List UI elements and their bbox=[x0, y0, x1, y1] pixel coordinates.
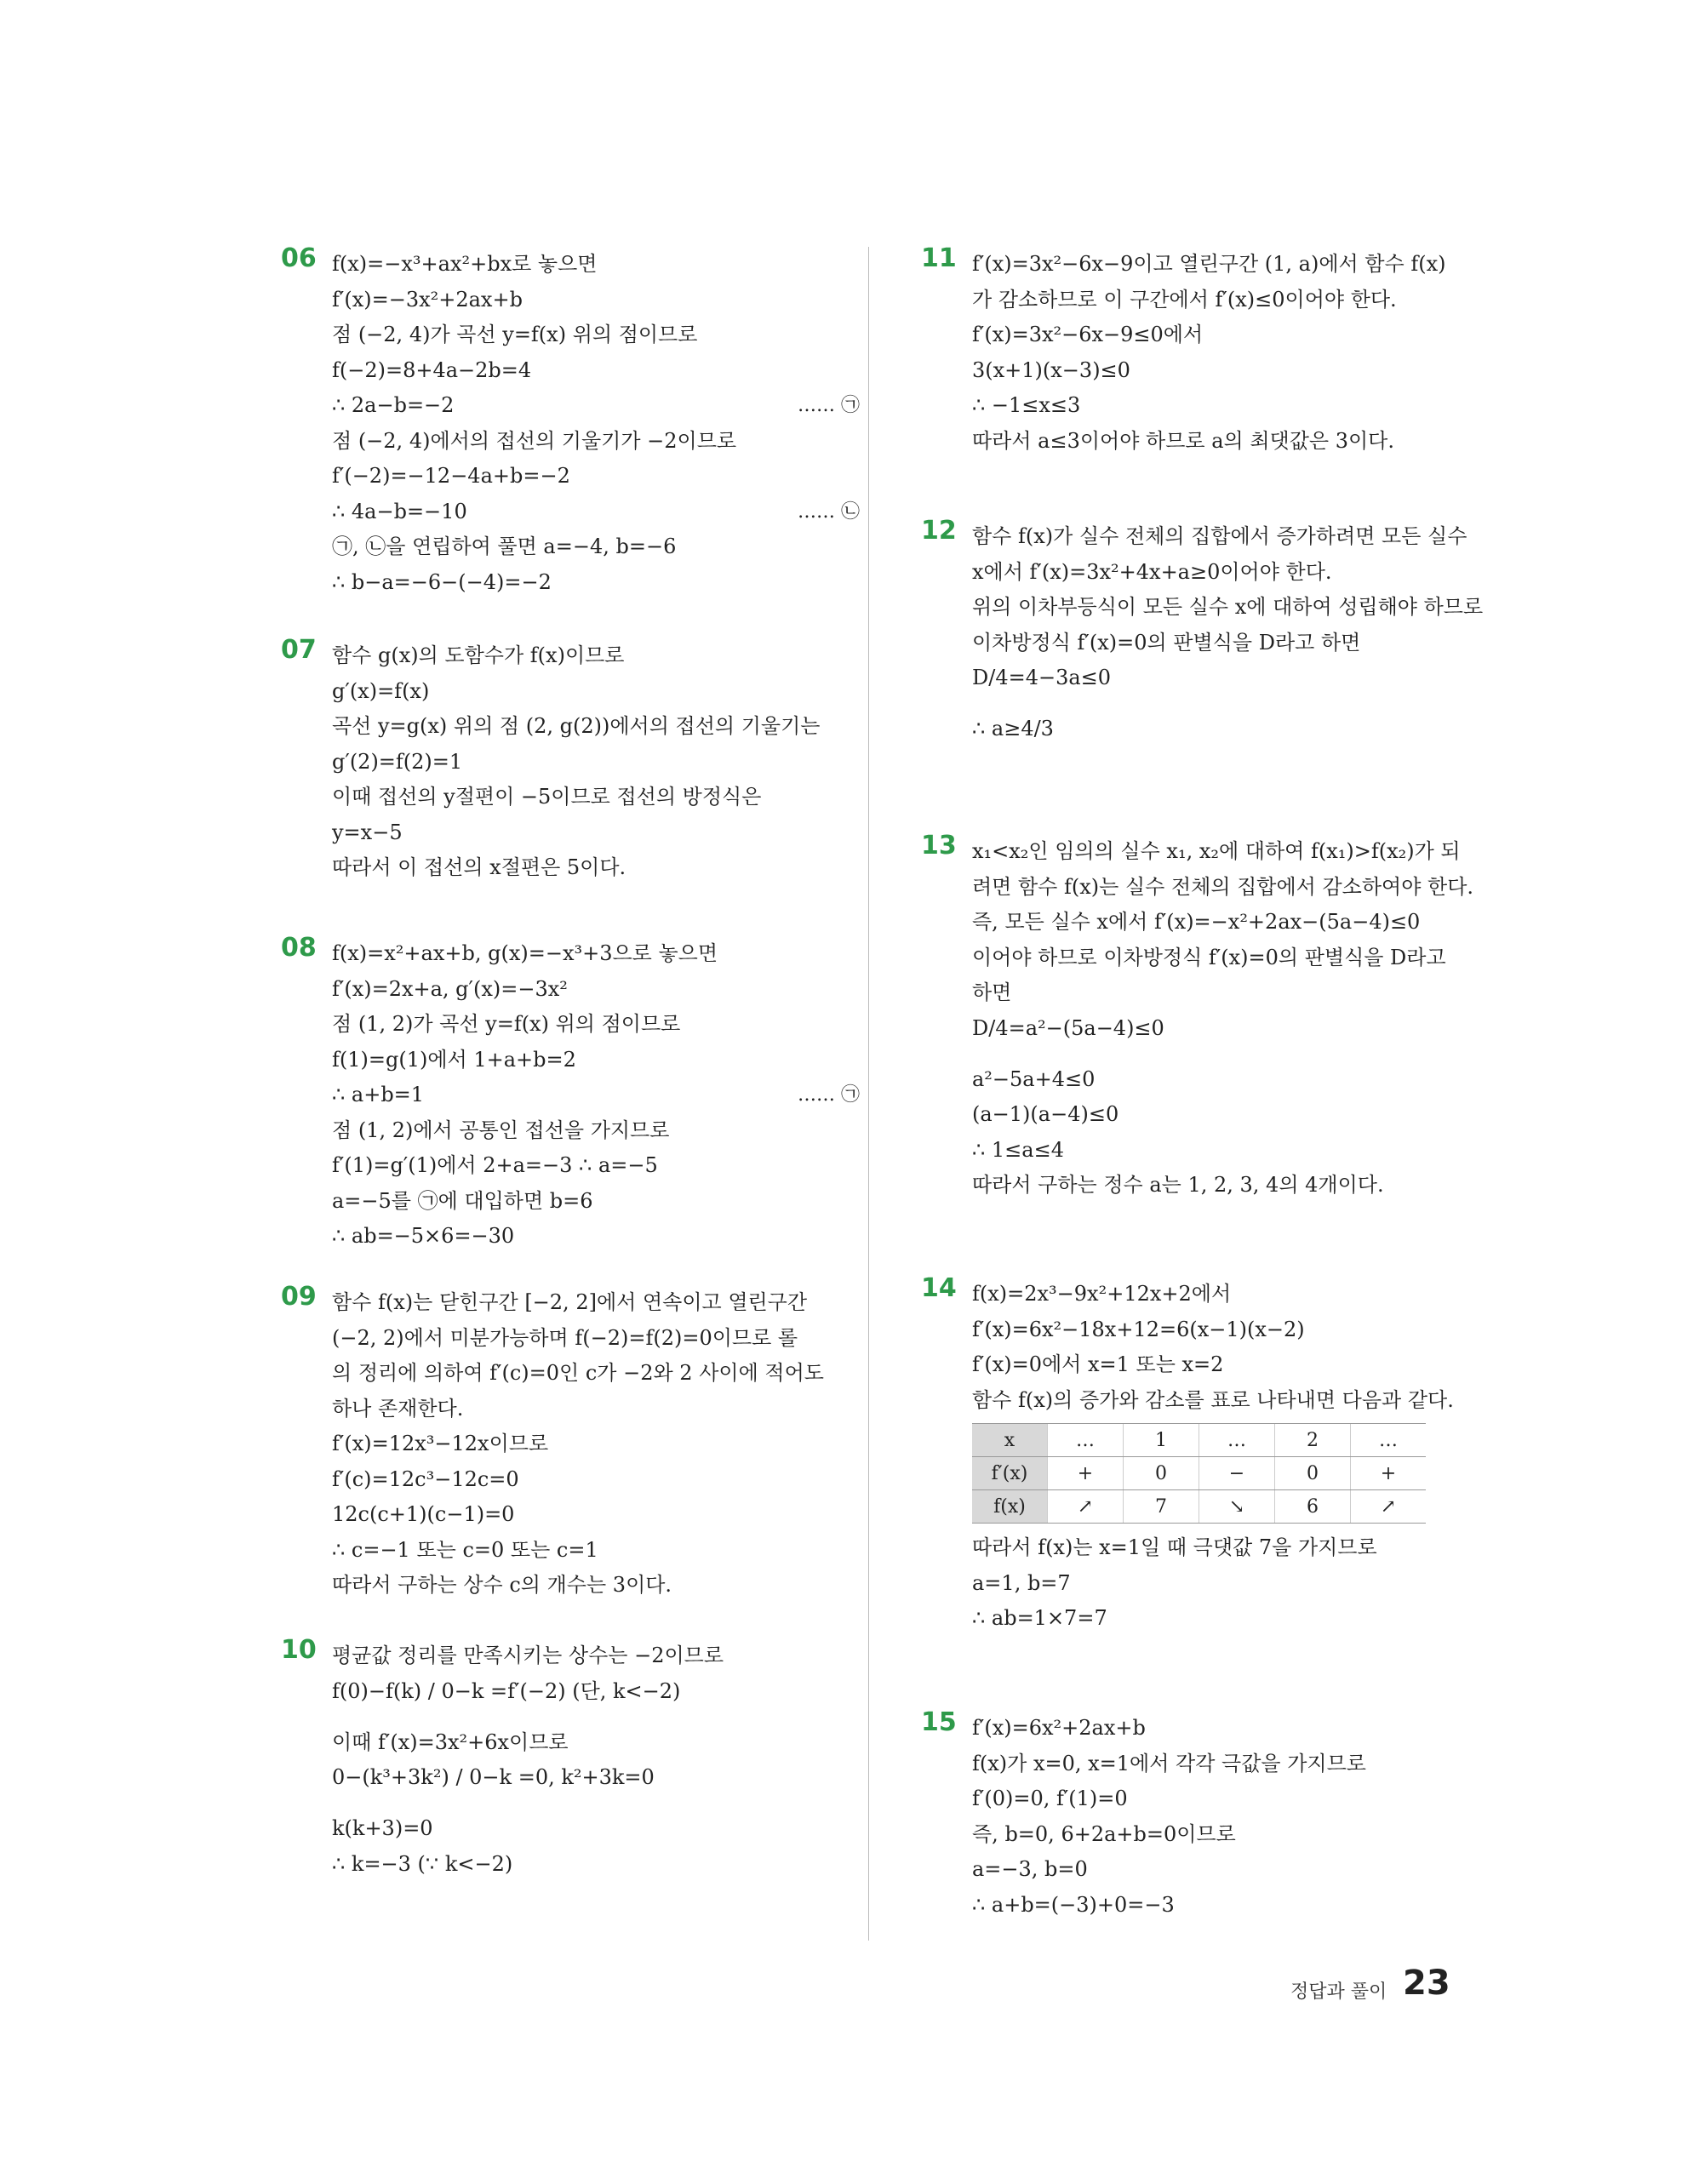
line-text: 이어야 하므로 이차방정식 f′(x)=0의 판별식을 D라고 bbox=[972, 945, 1446, 969]
line-text: g′(2)=f(2)=1 bbox=[332, 749, 463, 774]
solution-line bbox=[332, 1356, 860, 1392]
line-text: 평균값 정리를 만족시키는 상수는 −2이므로 bbox=[332, 1644, 724, 1667]
solution-line bbox=[332, 459, 860, 495]
solution-line bbox=[332, 1760, 860, 1811]
solution-line bbox=[972, 317, 1500, 353]
solution-line bbox=[332, 1533, 860, 1569]
solution-line bbox=[332, 1285, 860, 1321]
line-text: 12c(c+1)(c−1)=0 bbox=[332, 1502, 515, 1526]
line-text: ∴ c=−1 또는 c=0 또는 c=1 bbox=[332, 1537, 598, 1562]
solution-line bbox=[332, 529, 860, 565]
line-text: ∴ 1≤a≤4 bbox=[972, 1137, 1064, 1162]
solution-line bbox=[332, 388, 860, 424]
line-text: 함수 f(x)가 실수 전체의 집합에서 증가하려면 모든 실수 bbox=[972, 524, 1467, 548]
line-text: 점 (−2, 4)에서의 접선의 기울기가 −2이므로 bbox=[332, 428, 737, 453]
line-text: f′(0)=0, f′(1)=0 bbox=[972, 1787, 1128, 1810]
page-number: 23 bbox=[1403, 1964, 1450, 2003]
line-text: f′(x)=6x²−18x+12=6(x−1)(x−2) bbox=[972, 1317, 1305, 1341]
solution-line bbox=[972, 590, 1500, 626]
solution-line bbox=[972, 1097, 1500, 1133]
line-text: f(x)=x²+ax+b, g(x)=−x³+3으로 놓으면 bbox=[332, 941, 718, 965]
line-text: 점 (1, 2)가 곡선 y=f(x) 위의 점이므로 bbox=[332, 1012, 681, 1036]
footer-label: 정답과 풀이 bbox=[1290, 1981, 1387, 2003]
solution-line bbox=[972, 1277, 1500, 1312]
problem-number: 09 bbox=[281, 1282, 317, 1312]
line-text: 함수 f(x)는 닫힌구간 [−2, 2]에서 연속이고 열린구간 bbox=[332, 1290, 808, 1314]
line-text: f(x)=2x³−9x²+12x+2에서 bbox=[972, 1282, 1232, 1306]
problem-number: 12 bbox=[921, 516, 957, 546]
line-text: a=−3, b=0 bbox=[972, 1857, 1088, 1881]
solution-lines bbox=[972, 519, 1500, 763]
line-text: 가 감소하므로 이 구간에서 f′(x)≤0이어야 한다. bbox=[972, 287, 1397, 312]
line-text: 즉, 모든 실수 x에서 f′(x)=−x²+2ax−(5a−4)≤0 bbox=[972, 910, 1421, 934]
table-cell: … bbox=[1351, 1424, 1427, 1457]
solution-lines bbox=[972, 247, 1500, 459]
solution-line bbox=[332, 1219, 860, 1255]
line-text: x에서 f′(x)=3x²+4x+a≥0이어야 한다. bbox=[972, 559, 1332, 584]
line-text: 하면 bbox=[972, 981, 1012, 1004]
table-cell: ↗ bbox=[1048, 1490, 1124, 1524]
table-row bbox=[972, 1424, 1426, 1457]
solution-line bbox=[972, 1747, 1500, 1782]
table-cell: 0 bbox=[1124, 1457, 1199, 1490]
line-text: ㉠, ㉡을 연립하여 풀면 a=−4, b=−6 bbox=[332, 535, 677, 558]
solution-line bbox=[972, 555, 1500, 591]
solution-lines bbox=[332, 638, 860, 886]
solution-line bbox=[332, 1043, 860, 1078]
table-cell: ↘ bbox=[1199, 1490, 1275, 1524]
solution-line bbox=[332, 424, 860, 460]
line-text: (−2, 2)에서 미분가능하며 f(−2)=f(2)=0이므로 롤 bbox=[332, 1325, 798, 1350]
line-text: g′(x)=f(x) bbox=[332, 678, 430, 703]
line-text: 함수 f(x)의 증가와 감소를 표로 나타내면 다음과 같다. bbox=[972, 1387, 1454, 1412]
line-text: a=1, b=7 bbox=[972, 1570, 1071, 1595]
line-text: ∴ a+b=1 bbox=[332, 1083, 425, 1106]
solution-line bbox=[972, 1852, 1500, 1888]
line-text: 점 (1, 2)에서 공통인 접선을 가지므로 bbox=[332, 1118, 670, 1142]
solution-lines bbox=[332, 936, 860, 1255]
line-text: ∴ a+b=(−3)+0=−3 bbox=[972, 1892, 1175, 1917]
line-text: y=x−5 bbox=[332, 820, 403, 844]
solution-line bbox=[972, 870, 1500, 906]
line-text: (a−1)(a−4)≤0 bbox=[972, 1102, 1119, 1126]
solution-line bbox=[972, 905, 1500, 940]
line-text: 곡선 y=g(x) 위의 점 (2, g(2))에서의 접선의 기울기는 bbox=[332, 714, 821, 738]
table-cell: 1 bbox=[1124, 1424, 1199, 1457]
solution-line bbox=[332, 1497, 860, 1533]
solution-line bbox=[972, 519, 1500, 555]
line-text: ∴ ab=1×7=7 bbox=[972, 1606, 1107, 1630]
problem-number: 11 bbox=[921, 243, 957, 273]
line-text: ∴ 4a−b=−10 bbox=[332, 499, 467, 523]
line-text: ∴ −1≤x≤3 bbox=[972, 393, 1081, 417]
line-text: 함수 g(x)의 도함수가 f(x)이므로 bbox=[332, 643, 625, 667]
solution-line bbox=[972, 1781, 1500, 1817]
solution-line bbox=[332, 1007, 860, 1043]
solution-line bbox=[332, 745, 860, 780]
solution-line bbox=[972, 712, 1500, 763]
table-cell: 0 bbox=[1275, 1457, 1351, 1490]
table-cell: f(x) bbox=[972, 1490, 1048, 1524]
solution-line bbox=[332, 1638, 860, 1674]
solution-line bbox=[332, 1811, 860, 1847]
line-text: 0−(k³+3k²) / 0−k =0, k²+3k=0 bbox=[332, 1765, 655, 1789]
problem-number: 13 bbox=[921, 831, 957, 860]
line-text: a²−5a+4≤0 bbox=[972, 1066, 1096, 1091]
line-text: 따라서 f(x)는 x=1일 때 극댓값 7을 가지므로 bbox=[972, 1535, 1377, 1559]
line-text: f′(x)=12x³−12x이므로 bbox=[332, 1432, 549, 1455]
table-cell: … bbox=[1048, 1424, 1124, 1457]
solution-line bbox=[332, 674, 860, 710]
solution-line bbox=[332, 638, 860, 674]
solution-lines bbox=[332, 247, 860, 600]
line-text: 이때 접선의 y절편이 −5이므로 접선의 방정식은 bbox=[332, 785, 762, 809]
solution-line bbox=[972, 1888, 1500, 1924]
solution-line bbox=[972, 1383, 1500, 1419]
line-text: f′(x)=0에서 x=1 또는 x=2 bbox=[972, 1352, 1224, 1376]
line-text: f(−2)=8+4a−2b=4 bbox=[332, 357, 532, 382]
line-text: 위의 이차부등식이 모든 실수 x에 대하여 성립해야 하므로 bbox=[972, 595, 1484, 619]
problem-number: 14 bbox=[921, 1273, 957, 1303]
solution-line bbox=[332, 317, 860, 353]
solution-line bbox=[332, 1392, 860, 1427]
table-cell: ↗ bbox=[1351, 1490, 1427, 1524]
equation-tag: …… ㉠ bbox=[798, 395, 860, 416]
line-text: f′(x)=3x²−6x−9이고 열린구간 (1, a)에서 함수 f(x) bbox=[972, 252, 1446, 276]
solution-line bbox=[332, 1847, 860, 1883]
solution-line bbox=[332, 565, 860, 601]
table-cell: x bbox=[972, 1424, 1048, 1457]
table-cell: 7 bbox=[1124, 1490, 1199, 1524]
table-cell: + bbox=[1048, 1457, 1124, 1490]
line-text: 따라서 구하는 정수 a는 1, 2, 3, 4의 4개이다. bbox=[972, 1173, 1384, 1197]
problem-number: 06 bbox=[281, 243, 317, 273]
line-text: f′(c)=12c³−12c=0 bbox=[332, 1466, 519, 1491]
solution-line bbox=[332, 780, 860, 815]
line-text: ∴ ab=−5×6=−30 bbox=[332, 1224, 515, 1248]
table-row bbox=[972, 1457, 1426, 1490]
solution-line bbox=[332, 709, 860, 745]
solution-line bbox=[332, 1148, 860, 1184]
table-row bbox=[972, 1490, 1426, 1524]
solution-line bbox=[972, 1062, 1500, 1098]
solution-line bbox=[972, 247, 1500, 283]
solution-line bbox=[972, 975, 1500, 1011]
problem-number: 07 bbox=[281, 635, 317, 665]
table-cell: − bbox=[1199, 1457, 1275, 1490]
line-text: k(k+3)=0 bbox=[332, 1816, 433, 1840]
column-divider bbox=[868, 247, 869, 1941]
line-text: 려면 함수 f(x)는 실수 전체의 집합에서 감소하여야 한다. bbox=[972, 874, 1474, 899]
line-text: x₁<x₂인 임의의 실수 x₁, x₂에 대하여 f(x₁)>f(x₂)가 되 bbox=[972, 839, 1461, 863]
line-text: ∴ b−a=−6−(−4)=−2 bbox=[332, 569, 552, 594]
solution-line bbox=[332, 815, 860, 851]
line-text: 따라서 이 접선의 x절편은 5이다. bbox=[332, 855, 626, 879]
line-text: f′(x)=3x²−6x−9≤0에서 bbox=[972, 323, 1204, 346]
table-cell: f′(x) bbox=[972, 1457, 1048, 1490]
equation-tag: …… ㉡ bbox=[798, 500, 860, 523]
table-cell: 2 bbox=[1275, 1424, 1351, 1457]
line-text: f(x)가 x=0, x=1에서 각각 극값을 가지므로 bbox=[972, 1751, 1366, 1775]
table-cell: 6 bbox=[1275, 1490, 1351, 1524]
line-text: 이차방정식 f′(x)=0의 판별식을 D라고 하면 bbox=[972, 630, 1361, 655]
line-text: 점 (−2, 4)가 곡선 y=f(x) 위의 점이므로 bbox=[332, 323, 698, 346]
solution-line bbox=[972, 1566, 1500, 1602]
line-text: f′(x)=−3x²+2ax+b bbox=[332, 287, 523, 312]
solution-line bbox=[972, 1312, 1500, 1348]
line-text: 의 정리에 의하여 f′(c)=0인 c가 −2와 2 사이에 적어도 bbox=[332, 1361, 824, 1385]
line-text: 이때 f′(x)=3x²+6x이므로 bbox=[332, 1729, 569, 1754]
solution-line bbox=[972, 1817, 1500, 1853]
solution-line bbox=[332, 1426, 860, 1462]
line-text: ∴ 2a−b=−2 bbox=[332, 393, 455, 417]
line-text: f(1)=g(1)에서 1+a+b=2 bbox=[332, 1047, 576, 1072]
solution-line bbox=[332, 972, 860, 1008]
solution-line bbox=[332, 850, 860, 886]
line-text: ∴ k=−3 (∵ k<−2) bbox=[332, 1851, 513, 1876]
solution-line bbox=[332, 495, 860, 530]
solution-line bbox=[972, 388, 1500, 424]
line-text: f(x)=−x³+ax²+bx로 놓으면 bbox=[332, 252, 598, 276]
solution-line bbox=[972, 424, 1500, 460]
solution-line bbox=[972, 660, 1500, 712]
solution-line bbox=[332, 1078, 860, 1113]
solution-line bbox=[972, 1530, 1500, 1566]
solution-line bbox=[972, 834, 1500, 870]
solution-line bbox=[332, 936, 860, 972]
variation-table bbox=[972, 1423, 1426, 1524]
solution-line bbox=[972, 1711, 1500, 1747]
solution-line bbox=[332, 1725, 860, 1761]
line-text: 따라서 a≤3이어야 하므로 a의 최댓값은 3이다. bbox=[972, 428, 1394, 453]
line-text: f′(1)=g′(1)에서 2+a=−3 ∴ a=−5 bbox=[332, 1153, 658, 1177]
line-text: f′(x)=6x²+2ax+b bbox=[972, 1716, 1146, 1740]
line-text: 하나 존재한다. bbox=[332, 1396, 464, 1421]
solution-line bbox=[972, 1601, 1500, 1637]
line-text: a=−5를 ㉠에 대입하면 b=6 bbox=[332, 1188, 593, 1213]
table-cell: … bbox=[1199, 1424, 1275, 1457]
solution-lines bbox=[972, 834, 1500, 1203]
problem-number: 08 bbox=[281, 933, 317, 963]
table-cell: + bbox=[1351, 1457, 1427, 1490]
solution-line bbox=[332, 283, 860, 318]
line-text: f′(−2)=−12−4a+b=−2 bbox=[332, 464, 570, 488]
solution-line bbox=[972, 1347, 1500, 1383]
problem-number: 15 bbox=[921, 1707, 957, 1737]
solution-line bbox=[332, 1674, 860, 1725]
solution-line bbox=[972, 283, 1500, 318]
solution-lines bbox=[972, 1711, 1500, 1923]
line-text: D/4=a²−(5a−4)≤0 bbox=[972, 1015, 1164, 1040]
solution-line bbox=[332, 1462, 860, 1498]
line-text: ∴ a≥4/3 bbox=[972, 717, 1054, 740]
solution-line bbox=[332, 247, 860, 283]
line-text: 즉, b=0, 6+2a+b=0이므로 bbox=[972, 1821, 1236, 1846]
solution-line bbox=[972, 353, 1500, 389]
solution-lines bbox=[972, 1277, 1500, 1637]
line-text: f(0)−f(k) / 0−k =f′(−2) (단, k<−2) bbox=[332, 1678, 681, 1703]
solution-line bbox=[972, 626, 1500, 661]
line-text: 3(x+1)(x−3)≤0 bbox=[972, 357, 1130, 382]
solution-line bbox=[972, 1133, 1500, 1169]
line-text: 따라서 구하는 상수 c의 개수는 3이다. bbox=[332, 1573, 672, 1597]
solution-lines bbox=[332, 1285, 860, 1604]
line-text: f′(x)=2x+a, g′(x)=−3x² bbox=[332, 976, 568, 1001]
equation-tag: …… ㉠ bbox=[798, 1084, 860, 1106]
solution-line bbox=[972, 940, 1500, 976]
solution-line bbox=[972, 1168, 1500, 1203]
solution-line bbox=[332, 1184, 860, 1220]
solution-line bbox=[972, 1011, 1500, 1062]
solution-line bbox=[332, 1568, 860, 1604]
solution-line bbox=[332, 1113, 860, 1149]
line-text: D/4=4−3a≤0 bbox=[972, 666, 1112, 689]
solution-lines bbox=[332, 1638, 860, 1882]
solution-line bbox=[332, 1321, 860, 1357]
solution-line bbox=[332, 353, 860, 389]
problem-number: 10 bbox=[281, 1635, 317, 1665]
